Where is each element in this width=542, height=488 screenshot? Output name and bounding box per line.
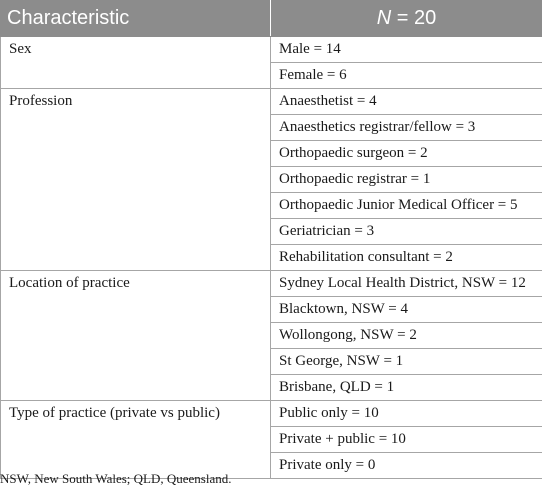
category-cell: Location of practice xyxy=(1,271,271,401)
value-cell: Anaesthetics registrar/fellow = 3 xyxy=(271,115,542,141)
header-n xyxy=(271,1,542,37)
value-cell: Sydney Local Health District, NSW = 12 xyxy=(271,271,542,297)
table-row xyxy=(1,89,542,115)
header-n-value: = 20 xyxy=(391,7,437,29)
header-characteristic: Characteristic xyxy=(1,1,271,37)
value-cell: Private only = 0 xyxy=(271,453,542,479)
value-cell: Private + public = 10 xyxy=(271,427,542,453)
table-row xyxy=(1,37,542,63)
value-cell: St George, NSW = 1 xyxy=(271,349,542,375)
category-cell: Profession xyxy=(1,89,271,271)
value-cell: Wollongong, NSW = 2 xyxy=(271,323,542,349)
value-cell: Orthopaedic surgeon = 2 xyxy=(271,141,542,167)
value-cell: Geriatrician = 3 xyxy=(271,219,542,245)
table-footnote: NSW, New South Wales; QLD, Queensland. xyxy=(0,471,232,486)
value-cell: Public only = 10 xyxy=(271,401,542,427)
value-cell: Brisbane, QLD = 1 xyxy=(271,375,542,401)
value-cell: Anaesthetist = 4 xyxy=(271,89,542,115)
value-cell: Orthopaedic Junior Medical Officer = 5 xyxy=(271,193,542,219)
category-cell: Type of practice (private vs public) xyxy=(1,401,271,479)
value-cell: Female = 6 xyxy=(271,63,542,89)
table-body xyxy=(1,37,542,479)
value-cell: Orthopaedic registrar = 1 xyxy=(271,167,542,193)
header-n-symbol: N xyxy=(376,7,392,29)
table-row xyxy=(1,401,542,427)
category-cell: Sex xyxy=(1,37,271,89)
value-cell: Blacktown, NSW = 4 xyxy=(271,297,542,323)
value-cell: Rehabilitation consultant = 2 xyxy=(271,245,542,271)
value-cell: Male = 14 xyxy=(271,37,542,63)
table-row xyxy=(1,271,542,297)
table-header-row xyxy=(1,1,542,37)
